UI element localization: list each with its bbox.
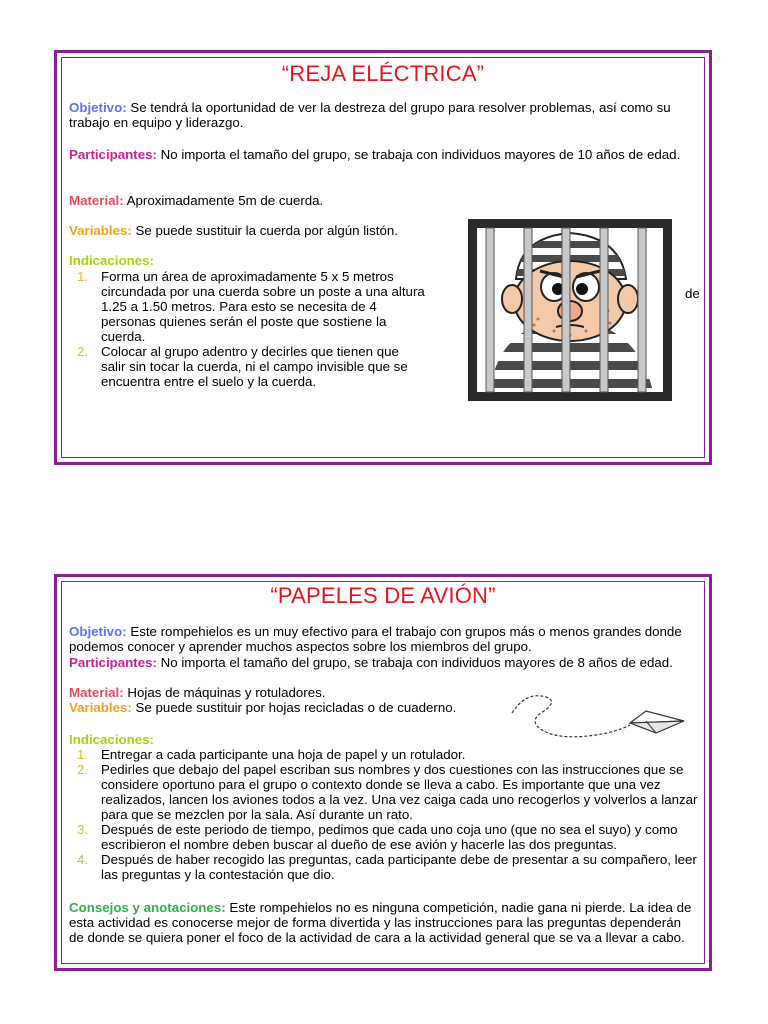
steps-list — [69, 269, 425, 389]
step-text: Después de este periodo de tiempo, pedimos que cada uno coja uno (que no sea el suyo) y como escribieron el nombre deben buscar al dueño de ese avión y hacerle las dos preguntas. — [101, 822, 678, 852]
participantes-paragraph — [69, 655, 699, 670]
steps-list — [69, 747, 703, 882]
objetivo-label: Objetivo: — [69, 624, 127, 639]
step-number: 1. — [77, 269, 89, 284]
variables-label: Variables: — [69, 223, 132, 238]
participantes-paragraph — [69, 147, 699, 162]
consejos-text: Este rompehielos no es ninguna competición, nadie gana ni pierde. La idea de esta actividad es conocerse mejor de forma divertida y las instrucciones para las preguntas dependerán de donde se quiera poner el foco de la actividad de cara a la actividad general que se va a llevar a cabo. — [69, 900, 692, 945]
step-number: 1. — [77, 747, 89, 762]
variables-label: Variables: — [69, 700, 132, 715]
objetivo-paragraph — [69, 100, 699, 130]
card-title: “REJA ELÉCTRICA” — [281, 61, 485, 86]
participantes-text: No importa el tamaño del grupo, se trabaja con individuos mayores de 10 años de edad. — [156, 147, 681, 162]
participantes-label: Participantes: — [69, 655, 157, 670]
participantes-label: Participantes: — [69, 147, 157, 162]
indicaciones-label: Indicaciones: — [69, 253, 154, 268]
step-text: Forma un área de aproximadamente 5 x 5 metros circundada por una cuerda sobre un poste a una altura 1.25 a 1.50 metros. Para esto se necesita de 4 personas quienes serán el poste que sostiene la cuerda. — [101, 269, 425, 344]
objetivo-text: Este rompehielos es un muy efectivo para el trabajo con grupos más o menos grandes donde podemos conocer y aprender muchos aspectos sobre los miembros del grupo. — [69, 624, 682, 654]
step-text: Entregar a cada participante una hoja de papel y un rotulador. — [101, 747, 466, 762]
consejos-paragraph — [69, 900, 699, 945]
step-text: Colocar al grupo adentro y decirles que tienen que salir sin tocar la cuerda, ni el campo invisible que se encuentra entre el suelo y la cuerda. — [101, 344, 408, 389]
material-paragraph — [69, 193, 699, 208]
activity-card-papeles-de-avion — [54, 574, 712, 971]
material-text: Hojas de máquinas y rotuladores. — [123, 685, 326, 700]
participantes-text: No importa el tamaño del grupo, se trabaja con individuos mayores de 8 años de edad. — [156, 655, 673, 670]
step-number: 2. — [77, 344, 89, 359]
step-number: 3. — [77, 822, 89, 837]
objetivo-text: Se tendrá la oportunidad de ver la destreza del grupo para resolver problemas, así como su trabajo en equipo y liderazgo. — [69, 100, 671, 130]
material-label: Material: — [69, 193, 124, 208]
step-item — [69, 344, 425, 389]
variables-text: Se puede sustituir la cuerda por algún listón. — [131, 223, 398, 238]
step-text: Pedirles que debajo del papel escriban sus nombres y dos cuestiones con las instrucciones que se considere oportuno para el grupo o contexto donde se lleva a cabo. Es importante que una vez realizados, lancen los aviones todos a la vez. Una vez caiga cada uno recogerlos y volverlos a lanzar para que se mezclen por la sala. Así durante un rato. — [101, 762, 698, 822]
consejos-label: Consejos y anotaciones: — [69, 900, 226, 915]
prisoner-behind-bars-illustration — [468, 219, 672, 401]
objetivo-label: Objetivo: — [69, 100, 127, 115]
step-item — [69, 852, 703, 882]
step-number: 4. — [77, 852, 89, 867]
step-text: Después de haber recogido las preguntas, cada participante debe de presentar a su compañero, leer las preguntas y la contestación que dio. — [101, 852, 697, 882]
step-number: 2. — [77, 762, 89, 777]
material-label: Material: — [69, 685, 124, 700]
step-item — [69, 747, 703, 762]
objetivo-paragraph — [69, 624, 699, 654]
indicaciones-label: Indicaciones: — [69, 732, 154, 747]
step-item — [69, 762, 703, 822]
step-item — [69, 822, 703, 852]
paper-airplane-illustration — [506, 683, 690, 745]
variables-text: Se puede sustituir por hojas recicladas o de cuaderno. — [131, 700, 457, 715]
material-text: Aproximadamente 5m de cuerda. — [123, 193, 324, 208]
step-item — [69, 269, 425, 344]
card-title: “PAPELES DE AVIÓN” — [270, 583, 496, 608]
stray-text-de: de — [685, 286, 700, 301]
